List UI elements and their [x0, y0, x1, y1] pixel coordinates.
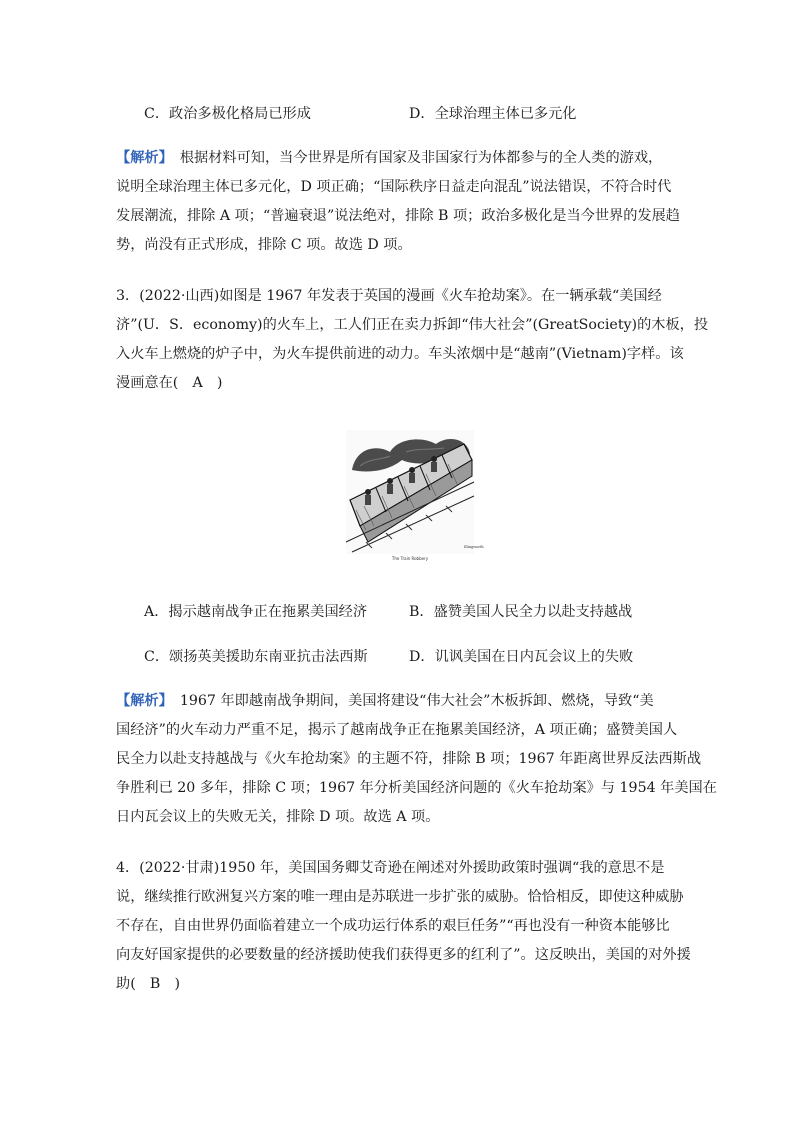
analysis2-text1: 根据材料可知，当今世界是所有国家及非国家行为体都参与的全人类的游戏， [165, 150, 663, 166]
q3-stem-line2: 济”(U．S．economy)的火车上，工人们正在卖力拆卸“伟大社会”(GreatSociety)的木板，投 [116, 317, 709, 333]
analysis3-line5: 日内瓦会议上的失败无关，排除 D 项。故选 A 项。 [116, 809, 440, 825]
q3-option-d: D．讥讽美国在日内瓦会议上的失败 [409, 649, 634, 665]
cartoon-caption: The Train Robbery [391, 556, 429, 561]
analysis2-line3: 发展潮流，排除 A 项；“普遍衰退”说法绝对，排除 B 项；政治多极化是当今世界的发展趋 [116, 208, 680, 224]
train-robbery-cartoon [346, 430, 484, 566]
q4-stem-line4: 向友好国家提供的必要数量的经济援助使我们获得更多的红利了”。这反映出，美国的对外援 [116, 947, 691, 963]
analysis3-line4: 争胜利已 20 多年，排除 C 项；1967 年分析美国经济问题的《火车抢劫案》与 1954 年美国在 [116, 780, 717, 796]
q3-option-b: B．盛赞美国人民全力以赴支持越战 [409, 604, 633, 620]
analysis2-line2: 说明全球治理主体已多元化，D 项正确；“国际秩序日益走向混乱”说法错误，不符合时代 [116, 179, 672, 195]
q3-stem-line4: 漫画意在( A ) [116, 375, 223, 391]
q2-option-d: D．全球治理主体已多元化 [409, 106, 577, 122]
analysis3-line3: 民全力以赴支持越战与《火车抢劫案》的主题不符，排除 B 项；1967 年距离世界反法西斯战 [116, 751, 702, 767]
q4-stem-line3: 不存在，自由世界仍面临着建立一个成功运行体系的艰巨任务”“再也没有一种资本能够比 [116, 918, 670, 934]
analysis3-text1: 1967 年即越南战争期间，美国将建设“伟大社会”木板拆卸、燃烧，导致“美 [165, 693, 654, 709]
q2-option-c: C．政治多极化格局已形成 [144, 106, 311, 122]
q4-stem-line1: 4．(2022·甘肃)1950 年，美国国务卿艾奇逊在阐述对外援助政策时强调“我的意思不是 [116, 860, 665, 876]
q4-stem-line2: 说，继续推行欧洲复兴方案的唯一理由是苏联进一步扩张的威胁。恰恰相反，即使这种威胁 [116, 889, 684, 905]
q3-option-c: C．颂扬英美援助东南亚抗击法西斯 [144, 649, 368, 665]
analysis2-line1 [116, 147, 682, 169]
analysis-label: 【解析】 [116, 693, 166, 709]
analysis3-line1 [116, 690, 682, 712]
cartoon-illustration [346, 430, 484, 554]
q4-stem-line5: 助( B ) [116, 976, 181, 992]
analysis-label: 【解析】 [116, 150, 166, 166]
analysis3-line2: 国经济”的火车动力严重不足，揭示了越南战争正在拖累美国经济，A 项正确；盛赞美国人 [116, 722, 678, 738]
q3-option-a: A．揭示越南战争正在拖累美国经济 [144, 604, 368, 620]
q3-stem-line1: 3．(2022·山西)如图是 1967 年发表于英国的漫画《火车抢劫案》。在一辆承载“美国经 [116, 288, 662, 304]
analysis2-line4: 势，尚没有正式形成，排除 C 项。故选 D 项。 [116, 237, 412, 253]
q3-stem-line3: 入火车上燃烧的炉子中，为火车提供前进的动力。车头浓烟中是“越南”(Vietnam)字样。该 [116, 346, 684, 362]
cartoon-signature: Illingworth [464, 545, 484, 549]
